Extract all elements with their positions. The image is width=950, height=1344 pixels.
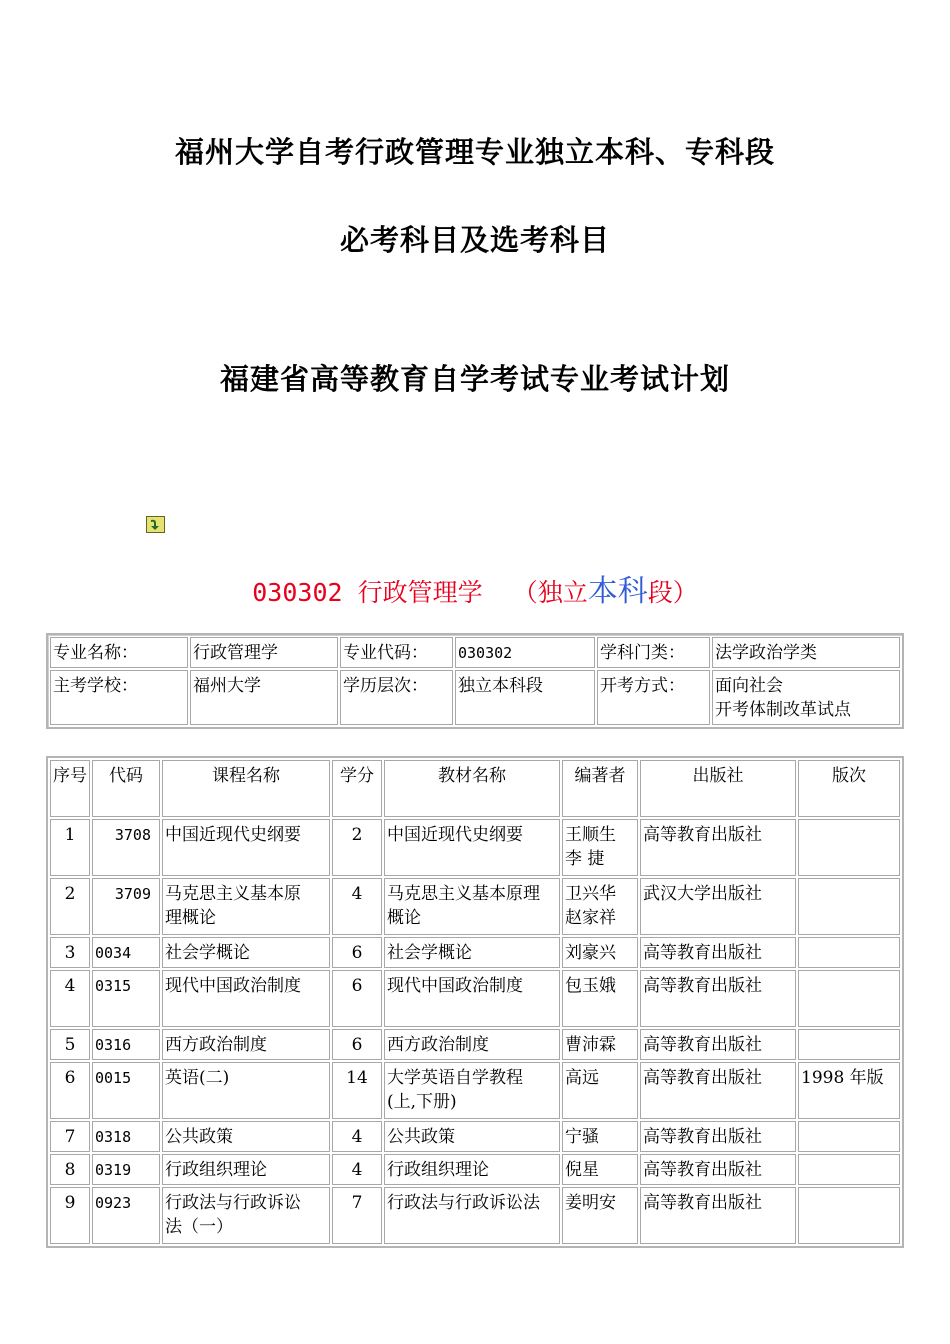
cell-course-name-line: 英语(二)	[165, 1068, 230, 1088]
cell-textbook	[384, 819, 560, 876]
info-value: 法学政治学类	[712, 637, 900, 668]
cell-publisher-line: 高等教育出版社	[643, 1035, 762, 1055]
cell-edition	[798, 819, 900, 876]
cell-author-line: 宁骚	[565, 1127, 599, 1147]
cell-credit-line: 4	[351, 1160, 363, 1180]
cell-author-line: 姜明安	[565, 1193, 616, 1213]
cell-code	[92, 1121, 160, 1152]
cell-code-line: 0316	[95, 1036, 132, 1054]
cell-course-name	[162, 937, 330, 968]
cell-no	[50, 1154, 90, 1185]
cell-textbook-line: 大学英语自学教程	[387, 1068, 523, 1088]
cell-no	[50, 1121, 90, 1152]
info-label: 专业代码：	[340, 637, 453, 668]
cell-credit-line: 6	[351, 1035, 363, 1055]
cell-code-line: 0319	[95, 1161, 132, 1179]
cell-no-line: 6	[64, 1068, 76, 1088]
header-code: 代码	[92, 760, 160, 817]
cell-code-line: 3708	[114, 826, 151, 844]
info-label: 开考方式：	[597, 670, 710, 725]
cell-edition	[798, 937, 900, 968]
plan-title: 福建省高等教育自学考试专业考试计划	[219, 362, 730, 396]
cell-author-line: 高远	[565, 1068, 599, 1088]
cell-code	[92, 1154, 160, 1185]
nav-arrow-icon[interactable]	[146, 516, 165, 533]
cell-edition	[798, 1062, 900, 1119]
cell-code-line: 0034	[95, 944, 132, 962]
cell-publisher-line: 武汉大学出版社	[643, 884, 762, 904]
cell-author	[562, 1121, 638, 1152]
cell-publisher-line: 高等教育出版社	[643, 1068, 762, 1088]
cell-no-line: 5	[64, 1035, 76, 1055]
cell-course-name-line: 法（一）	[165, 1217, 233, 1237]
major-level-close: 段）	[647, 578, 698, 607]
cell-credit-line: 14	[346, 1068, 368, 1088]
major-code: 030302	[252, 578, 343, 607]
cell-author	[562, 1154, 638, 1185]
cell-publisher	[640, 878, 796, 935]
cell-credit-line: 6	[351, 943, 363, 963]
cell-textbook-line: 西方政治制度	[387, 1035, 489, 1055]
cell-author	[562, 819, 638, 876]
cell-textbook-line: 行政法与行政诉讼法	[387, 1193, 540, 1213]
cell-credit	[332, 1029, 382, 1060]
cell-course-name-line: 社会学概论	[165, 943, 250, 963]
header-no: 序号	[50, 760, 90, 817]
cell-credit	[332, 937, 382, 968]
cell-author-line: 包玉娥	[565, 976, 616, 996]
header-publisher: 出版社	[640, 760, 796, 817]
cell-no-line: 8	[64, 1160, 76, 1180]
cell-textbook	[384, 1121, 560, 1152]
table-row	[50, 970, 900, 1027]
cell-code-line: 0015	[95, 1069, 132, 1087]
cell-author-line: 刘豪兴	[565, 943, 616, 963]
info-label: 主考学校：	[50, 670, 188, 725]
cell-no	[50, 937, 90, 968]
table-row	[50, 878, 900, 935]
cell-author-line: 赵家祥	[565, 908, 616, 928]
cell-no-line: 7	[64, 1127, 76, 1147]
cell-credit	[332, 1154, 382, 1185]
table-row	[50, 937, 900, 968]
cell-textbook-line: 马克思主义基本原理	[387, 884, 540, 904]
cell-no-line: 2	[64, 884, 76, 904]
cell-textbook-line: 社会学概论	[387, 943, 472, 963]
cell-author	[562, 1187, 638, 1244]
cell-publisher	[640, 970, 796, 1027]
cell-credit	[332, 1187, 382, 1244]
table-row	[50, 819, 900, 876]
major-heading	[0, 566, 950, 610]
info-label: 学历层次：	[340, 670, 453, 725]
cell-textbook-line: 概论	[387, 908, 421, 928]
cell-course-name	[162, 1121, 330, 1152]
cell-code	[92, 1062, 160, 1119]
cell-author-line: 卫兴华	[565, 884, 616, 904]
cell-no-line: 9	[64, 1193, 76, 1213]
cell-publisher-line: 高等教育出版社	[643, 1160, 762, 1180]
cell-publisher-line: 高等教育出版社	[643, 1127, 762, 1147]
cell-textbook	[384, 1154, 560, 1185]
cell-no-line: 1	[64, 825, 76, 845]
cell-code-line: 0923	[95, 1194, 132, 1212]
cell-credit-line: 4	[351, 1127, 363, 1147]
cell-credit	[332, 970, 382, 1027]
cell-no	[50, 1062, 90, 1119]
cell-course-name	[162, 1154, 330, 1185]
cell-course-name-line: 行政法与行政诉讼	[165, 1193, 301, 1213]
cell-edition	[798, 1029, 900, 1060]
cell-publisher	[640, 1029, 796, 1060]
cell-course-name-line: 行政组织理论	[165, 1160, 267, 1180]
major-level-open: （独立	[512, 578, 588, 607]
info-label: 学科门类：	[597, 637, 710, 668]
info-row	[50, 637, 900, 668]
document-subtitle: 必考科目及选考科目	[339, 223, 610, 257]
cell-code-line: 3709	[114, 885, 151, 903]
cell-code	[92, 970, 160, 1027]
header-course-name: 课程名称	[162, 760, 330, 817]
cell-code-line: 0315	[95, 977, 132, 995]
cell-edition	[798, 970, 900, 1027]
cell-code-line: 0318	[95, 1128, 132, 1146]
cell-credit-line: 6	[351, 976, 363, 996]
cell-edition	[798, 878, 900, 935]
cell-course-name	[162, 1029, 330, 1060]
header-edition: 版次	[798, 760, 900, 817]
cell-textbook-line: (上,下册)	[387, 1092, 457, 1112]
cell-publisher	[640, 1187, 796, 1244]
table-row	[50, 1154, 900, 1185]
cell-author-line: 倪星	[565, 1160, 599, 1180]
cell-code	[92, 878, 160, 935]
cell-course-name-line: 西方政治制度	[165, 1035, 267, 1055]
table-row	[50, 1029, 900, 1060]
cell-author	[562, 937, 638, 968]
course-table	[46, 756, 904, 1248]
cell-edition	[798, 1187, 900, 1244]
cell-code	[92, 1029, 160, 1060]
cell-author-line: 曹沛霖	[565, 1035, 616, 1055]
cell-credit	[332, 1062, 382, 1119]
cell-code	[92, 937, 160, 968]
cell-textbook	[384, 937, 560, 968]
cell-author	[562, 1062, 638, 1119]
cell-credit	[332, 878, 382, 935]
cell-no	[50, 1187, 90, 1244]
cell-publisher-line: 高等教育出版社	[643, 825, 762, 845]
info-value	[712, 670, 900, 725]
header-credit: 学分	[332, 760, 382, 817]
cell-credit-line: 4	[351, 884, 363, 904]
cell-edition	[798, 1121, 900, 1152]
table-row	[50, 1187, 900, 1244]
cell-course-name-line: 中国近现代史纲要	[165, 825, 301, 845]
cell-textbook	[384, 1187, 560, 1244]
info-value-line: 开考体制改革试点	[715, 700, 851, 720]
cell-no-line: 3	[64, 943, 76, 963]
cell-textbook	[384, 1062, 560, 1119]
cell-textbook-line: 行政组织理论	[387, 1160, 489, 1180]
cell-no	[50, 970, 90, 1027]
cell-course-name	[162, 1062, 330, 1119]
cell-code	[92, 1187, 160, 1244]
cell-publisher-line: 高等教育出版社	[643, 943, 762, 963]
info-row	[50, 670, 900, 725]
cell-textbook	[384, 878, 560, 935]
cell-course-name	[162, 970, 330, 1027]
cell-course-name	[162, 819, 330, 876]
cell-credit-line: 7	[351, 1193, 363, 1213]
table-header-row	[50, 760, 900, 817]
cell-publisher	[640, 1154, 796, 1185]
info-value-line: 面向社会	[715, 676, 783, 696]
cell-author	[562, 878, 638, 935]
header-textbook: 教材名称	[384, 760, 560, 817]
cell-course-name	[162, 878, 330, 935]
cell-edition-line: 1998 年版	[801, 1068, 884, 1088]
cell-textbook-line: 现代中国政治制度	[387, 976, 523, 996]
course-table-body	[50, 819, 900, 1244]
cell-edition	[798, 1154, 900, 1185]
cell-credit	[332, 1121, 382, 1152]
cell-credit	[332, 819, 382, 876]
cell-no	[50, 878, 90, 935]
document-title: 福州大学自考行政管理专业独立本科、专科段	[174, 135, 775, 169]
info-value: 行政管理学	[190, 637, 338, 668]
cell-textbook-line: 中国近现代史纲要	[387, 825, 523, 845]
cell-publisher	[640, 1121, 796, 1152]
info-value: 福州大学	[190, 670, 338, 725]
cell-author-line: 李 捷	[565, 849, 605, 869]
cell-publisher-line: 高等教育出版社	[643, 1193, 762, 1213]
cell-author	[562, 970, 638, 1027]
cell-no	[50, 1029, 90, 1060]
cell-publisher	[640, 819, 796, 876]
cell-textbook	[384, 1029, 560, 1060]
cell-textbook-line: 公共政策	[387, 1127, 455, 1147]
major-level-highlight: 本科	[587, 574, 648, 609]
cell-course-name-line: 公共政策	[165, 1127, 233, 1147]
table-row	[50, 1062, 900, 1119]
cell-code	[92, 819, 160, 876]
info-value: 独立本科段	[455, 670, 595, 725]
info-value: 030302	[455, 637, 595, 668]
cell-course-name-line: 理概论	[165, 908, 216, 928]
cell-course-name-line: 现代中国政治制度	[165, 976, 301, 996]
header-author: 编著者	[562, 760, 638, 817]
cell-no	[50, 819, 90, 876]
cell-publisher	[640, 937, 796, 968]
major-info-table	[46, 633, 904, 729]
cell-author	[562, 1029, 638, 1060]
cell-no-line: 4	[64, 976, 76, 996]
cell-course-name	[162, 1187, 330, 1244]
cell-author-line: 王顺生	[565, 825, 616, 845]
cell-textbook	[384, 970, 560, 1027]
cell-publisher	[640, 1062, 796, 1119]
cell-course-name-line: 马克思主义基本原	[165, 884, 301, 904]
info-label: 专业名称：	[50, 637, 188, 668]
table-row	[50, 1121, 900, 1152]
cell-publisher-line: 高等教育出版社	[643, 976, 762, 996]
major-name: 行政管理学	[357, 578, 483, 607]
cell-credit-line: 2	[351, 825, 363, 845]
